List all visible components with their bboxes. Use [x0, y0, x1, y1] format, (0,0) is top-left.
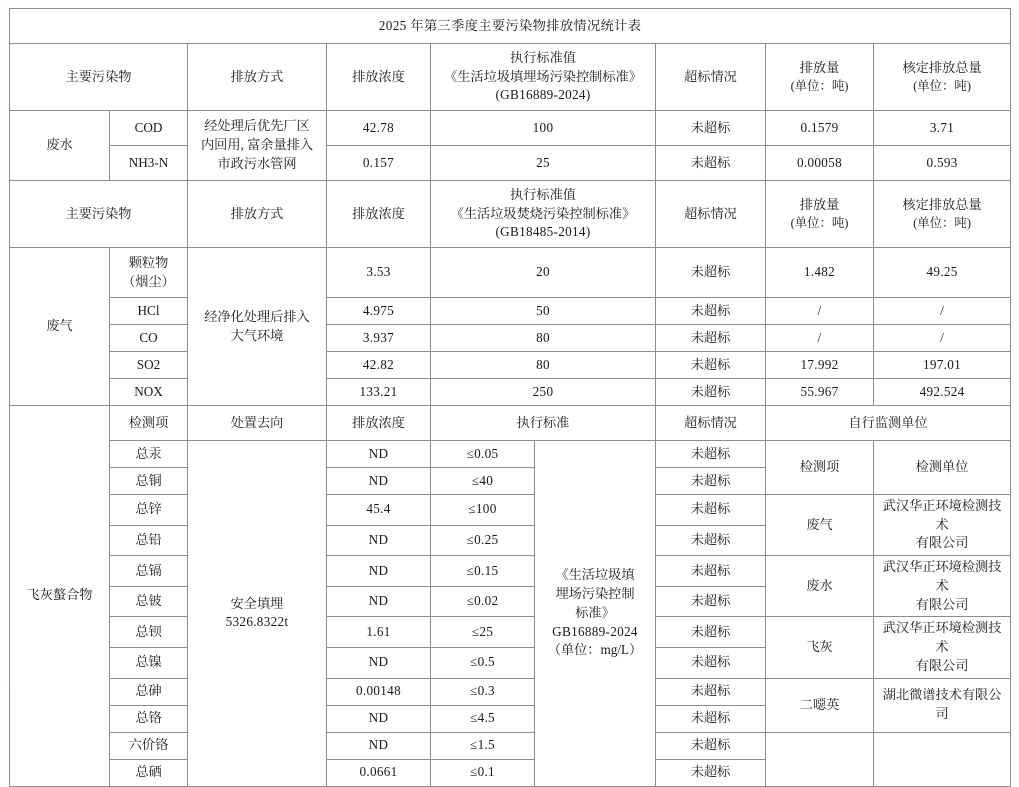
concentration-value: ND [327, 732, 431, 759]
standard-value: 25 [431, 146, 656, 181]
detection-item: 总硒 [110, 759, 188, 786]
header-concentration: 排放浓度 [327, 406, 431, 441]
header-pollutant: 主要污染物 [10, 44, 188, 111]
concentration-value: 4.975 [327, 298, 431, 325]
header-exceed-status: 超标情况 [656, 406, 766, 441]
pollutant-name-line-2: （烟尘） [122, 273, 175, 289]
discharge-amount: 55.967 [766, 379, 874, 406]
header-disposal-destination: 处置去向 [188, 406, 327, 441]
standard-value: 20 [431, 248, 656, 298]
amount-line-2: (单位：吨) [790, 215, 849, 230]
method-line-3: 市政污水管网 [217, 155, 297, 171]
amount-line-2: (单位：吨) [790, 78, 849, 93]
header-discharge-method: 排放方式 [188, 44, 327, 111]
title-row [10, 9, 1011, 44]
org-line-2: 有限公司 [915, 596, 969, 612]
table-row [10, 146, 1011, 181]
detection-item: 总砷 [110, 678, 188, 705]
disposal-destination [188, 441, 327, 787]
discharge-amount: / [766, 298, 874, 325]
pollutant-discharge-table [9, 8, 1011, 787]
approved-total: 0.593 [874, 146, 1011, 181]
std-line-4: GB16889-2024 [552, 623, 638, 639]
amount-line-1: 排放量 [799, 59, 840, 75]
wastegas-discharge-method [188, 248, 327, 406]
concentration-value: 3.53 [327, 248, 431, 298]
limit-value: ≤25 [431, 617, 535, 648]
exceed-status: 未超标 [656, 525, 766, 556]
flyash-header-row [10, 406, 1011, 441]
concentration-value: ND [327, 586, 431, 617]
exceed-status: 未超标 [656, 352, 766, 379]
detection-item: 总钡 [110, 617, 188, 648]
table-row [10, 732, 1011, 759]
detection-item: 总铅 [110, 525, 188, 556]
org-line-2: 有限公司 [915, 535, 969, 551]
table-row [10, 556, 1011, 587]
standard-value: 80 [431, 325, 656, 352]
header-detection-item: 检测项 [110, 406, 188, 441]
discharge-amount: 0.1579 [766, 111, 874, 146]
table-row [10, 111, 1011, 146]
header-self-monitoring-org: 自行监测单位 [766, 406, 1011, 441]
method-line-2: 内回用, 富余量排入 [200, 137, 314, 153]
detection-item: 总铜 [110, 468, 188, 495]
header-standard-value [431, 181, 656, 248]
exceed-status: 未超标 [656, 298, 766, 325]
concentration-value: 42.82 [327, 352, 431, 379]
limit-value: ≤0.5 [431, 648, 535, 679]
concentration-value: 1.61 [327, 617, 431, 648]
standard-value: 50 [431, 298, 656, 325]
monitoring-item: 废水 [766, 556, 874, 617]
exceed-status: 未超标 [656, 325, 766, 352]
exceed-status: 未超标 [656, 648, 766, 679]
discharge-amount: 0.00058 [766, 146, 874, 181]
limit-value: ≤0.05 [431, 441, 535, 468]
exceed-status: 未超标 [656, 678, 766, 705]
exceed-status: 未超标 [656, 556, 766, 587]
detection-item: 总锌 [110, 495, 188, 526]
execution-standard-block [535, 441, 656, 787]
concentration-value: ND [327, 468, 431, 495]
limit-value: ≤0.02 [431, 586, 535, 617]
standard-line-1: 执行标准值 [510, 186, 576, 202]
section-label-wastegas: 废气 [10, 248, 110, 406]
exceed-status: 未超标 [656, 111, 766, 146]
std-line-5: （单位：mg/L） [547, 642, 643, 658]
approved-total: / [874, 298, 1011, 325]
exceed-status: 未超标 [656, 732, 766, 759]
wastegas-header-row [10, 181, 1011, 248]
pollutant-name: NOX [110, 379, 188, 406]
concentration-value: ND [327, 705, 431, 732]
table-row [10, 678, 1011, 705]
amount-line-1: 排放量 [799, 196, 840, 212]
standard-value: 250 [431, 379, 656, 406]
total-line-1: 核定排放总量 [902, 59, 982, 75]
monitoring-org [874, 556, 1011, 617]
detection-item: 六价铬 [110, 732, 188, 759]
method-line-1: 经处理后优先厂区 [204, 118, 310, 134]
detection-item: 总汞 [110, 441, 188, 468]
limit-value: ≤0.25 [431, 525, 535, 556]
concentration-value: 0.157 [327, 146, 431, 181]
header-concentration: 排放浓度 [327, 181, 431, 248]
exceed-status: 未超标 [656, 379, 766, 406]
standard-line-2: 《生活垃圾焚烧污染控制标准》 [450, 205, 636, 221]
concentration-value: 42.78 [327, 111, 431, 146]
header-concentration: 排放浓度 [327, 44, 431, 111]
table-row [10, 298, 1011, 325]
concentration-value: 45.4 [327, 495, 431, 526]
concentration-value: 0.00148 [327, 678, 431, 705]
discharge-amount: 17.992 [766, 352, 874, 379]
exceed-status: 未超标 [656, 705, 766, 732]
std-line-1: 《生活垃圾填 [555, 567, 635, 583]
pollutant-name: HCl [110, 298, 188, 325]
limit-value: ≤40 [431, 468, 535, 495]
total-line-1: 核定排放总量 [902, 196, 982, 212]
limit-value: ≤1.5 [431, 732, 535, 759]
monitoring-col-item: 检测项 [766, 441, 874, 495]
detection-item: 总铬 [110, 705, 188, 732]
monitoring-col-org: 检测单位 [874, 441, 1011, 495]
discharge-amount: / [766, 325, 874, 352]
method-line-1: 经净化处理后排入 [204, 308, 310, 324]
header-approved-total [874, 44, 1011, 111]
monitoring-org: 湖北微谱技术有限公司 [874, 678, 1011, 732]
limit-value: ≤0.1 [431, 759, 535, 786]
pollutant-name-line-1: 颗粒物 [128, 254, 169, 270]
monitoring-org [874, 617, 1011, 678]
pollutant-name: CO [110, 325, 188, 352]
exceed-status: 未超标 [656, 759, 766, 786]
concentration-value: ND [327, 556, 431, 587]
pollutant-name [110, 248, 188, 298]
org-line-2: 有限公司 [915, 657, 969, 673]
monitoring-empty-item [766, 732, 874, 786]
exceed-status: 未超标 [656, 468, 766, 495]
total-line-2: (单位：吨) [913, 78, 971, 93]
table-row [10, 325, 1011, 352]
pollutant-name: NH3-N [110, 146, 188, 181]
concentration-value: 3.937 [327, 325, 431, 352]
header-exceed-status: 超标情况 [656, 181, 766, 248]
disposal-line-1: 安全填埋 [230, 595, 284, 611]
table-row [10, 379, 1011, 406]
header-exceed-status: 超标情况 [656, 44, 766, 111]
approved-total: 3.71 [874, 111, 1011, 146]
discharge-amount: 1.482 [766, 248, 874, 298]
approved-total: 197.01 [874, 352, 1011, 379]
monitoring-org [874, 495, 1011, 556]
header-pollutant: 主要污染物 [10, 181, 188, 248]
org-line-1: 武汉华正环境检测技术 [882, 620, 1002, 655]
detection-item: 总镍 [110, 648, 188, 679]
table-row [10, 248, 1011, 298]
monitoring-item: 飞灰 [766, 617, 874, 678]
concentration-value: ND [327, 441, 431, 468]
table-row [10, 352, 1011, 379]
table-row [10, 495, 1011, 526]
org-line-1: 武汉华正环境检测技术 [882, 559, 1002, 593]
concentration-value: ND [327, 525, 431, 556]
exceed-status: 未超标 [656, 586, 766, 617]
monitoring-item: 废气 [766, 495, 874, 556]
exceed-status: 未超标 [656, 441, 766, 468]
header-approved-total [874, 181, 1011, 248]
standard-line-3: (GB16889-2024) [495, 87, 591, 103]
header-discharge-amount [766, 181, 874, 248]
std-line-2: 埋场污染控制 [555, 586, 635, 602]
header-discharge-method: 排放方式 [188, 181, 327, 248]
detection-item: 总铍 [110, 586, 188, 617]
concentration-value: 133.21 [327, 379, 431, 406]
exceed-status: 未超标 [656, 495, 766, 526]
total-line-2: (单位：吨) [913, 215, 971, 230]
standard-line-1: 执行标准值 [510, 49, 576, 65]
exceed-status: 未超标 [656, 248, 766, 298]
header-discharge-amount [766, 44, 874, 111]
table-row [10, 617, 1011, 648]
limit-value: ≤100 [431, 495, 535, 526]
section-label-flyash: 飞灰螯合物 [10, 406, 110, 787]
exceed-status: 未超标 [656, 617, 766, 648]
header-execution-standard: 执行标准 [431, 406, 656, 441]
header-standard-value [431, 44, 656, 111]
page-title: 2025 年第三季度主要污染物排放情况统计表 [10, 9, 1011, 44]
std-line-3: 标准》 [575, 604, 615, 620]
wastewater-discharge-method [188, 111, 327, 181]
standard-line-3: (GB18485-2014) [495, 224, 591, 240]
section-label-wastewater: 废水 [10, 111, 110, 181]
approved-total: 492.524 [874, 379, 1011, 406]
disposal-line-2: 5326.8322t [225, 614, 289, 630]
pollutant-name: SO2 [110, 352, 188, 379]
concentration-value: 0.0661 [327, 759, 431, 786]
detection-item: 总镉 [110, 556, 188, 587]
approved-total: / [874, 325, 1011, 352]
limit-value: ≤0.15 [431, 556, 535, 587]
limit-value: ≤4.5 [431, 705, 535, 732]
wastewater-header-row [10, 44, 1011, 111]
table-row [10, 441, 1011, 468]
approved-total: 49.25 [874, 248, 1011, 298]
standard-value: 100 [431, 111, 656, 146]
standard-line-2: 《生活垃圾填埋场污染控制标准》 [444, 68, 642, 84]
exceed-status: 未超标 [656, 146, 766, 181]
org-line-1: 武汉华正环境检测技术 [882, 498, 1002, 532]
monitoring-empty-org [874, 732, 1011, 786]
standard-value: 80 [431, 352, 656, 379]
monitoring-item: 二噁英 [766, 678, 874, 732]
concentration-value: ND [327, 648, 431, 679]
pollutant-name: COD [110, 111, 188, 146]
method-line-2: 大气环境 [230, 327, 284, 343]
limit-value: ≤0.3 [431, 678, 535, 705]
